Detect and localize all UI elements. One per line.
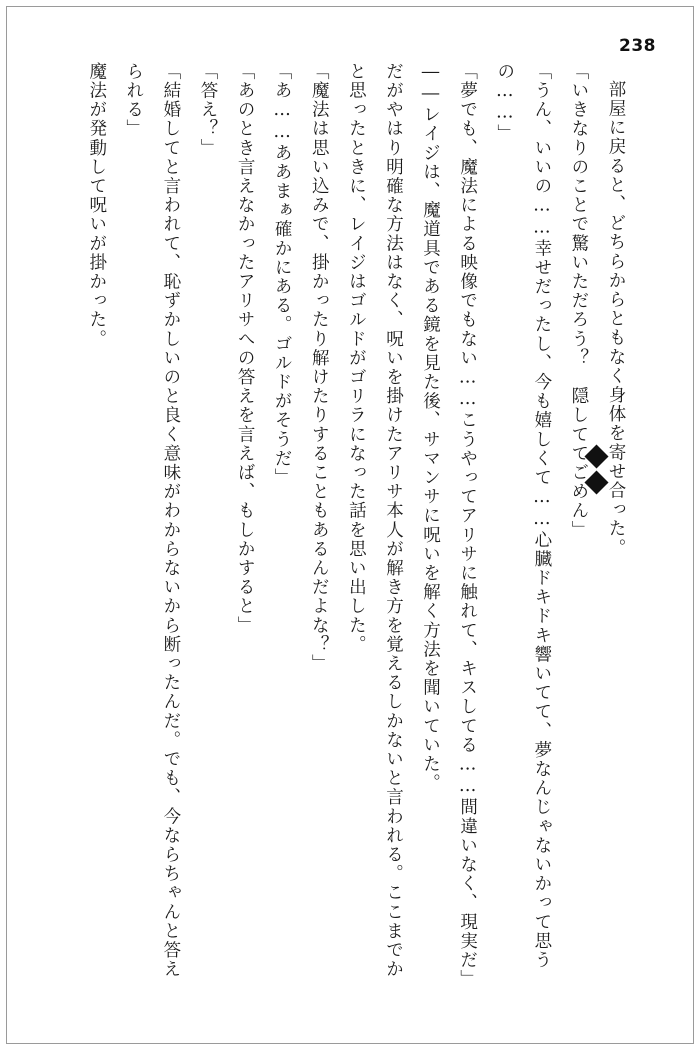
page-number: 238 (619, 36, 656, 56)
paragraph: 部屋に戻ると、どちらからともなく身体を寄せ合った。 (606, 79, 626, 557)
page-body-text (56, 62, 634, 992)
paragraph: 「結婚してと言われて、恥ずかしいのと良く意味がわからないから断ったんだ。でも、今ならちゃんと答えられる」 (123, 62, 181, 979)
paragraph: 「魔法は思い込みで、掛かったり解けたりすることもあるんだよな？」 (309, 62, 330, 674)
paragraph: ――レイジは、魔道具である鏡を見た後、サマンサに呪いを解く方法を聞いていた。 (420, 62, 441, 793)
paragraph: 「答え？」 (197, 62, 218, 158)
paragraph: 「夢でも、魔法による映像でもない……こうやってアリサに触れて、キスしてる……間違いなく、現実だ」 (457, 62, 478, 989)
paragraph: 「うん、いいの……幸せだったし、今も嬉しくて……心臓ドキドキ響いてて、夢なんじゃないかって思うの……」 (494, 62, 552, 970)
paragraph: 「いきなりのことで驚いただろう？ 隠しててごめん」 (568, 62, 589, 540)
paragraph: 「あ……ああまぁ確かにある。ゴルドがそうだ」 (272, 62, 293, 488)
paragraph: 「あのとき言えなかったアリサへの答えを言えば、もしかすると」 (235, 62, 256, 635)
paragraph: 魔法が発動して呪いが掛かった。 (86, 62, 107, 349)
paragraph: だがやはり明確な方法はなく、呪いを掛けたアリサ本人が解き方を覚えるしかないと言われる。ここまでかと思ったときに、レイジはゴルドがゴリラになった話を思い出した。 (346, 62, 404, 979)
